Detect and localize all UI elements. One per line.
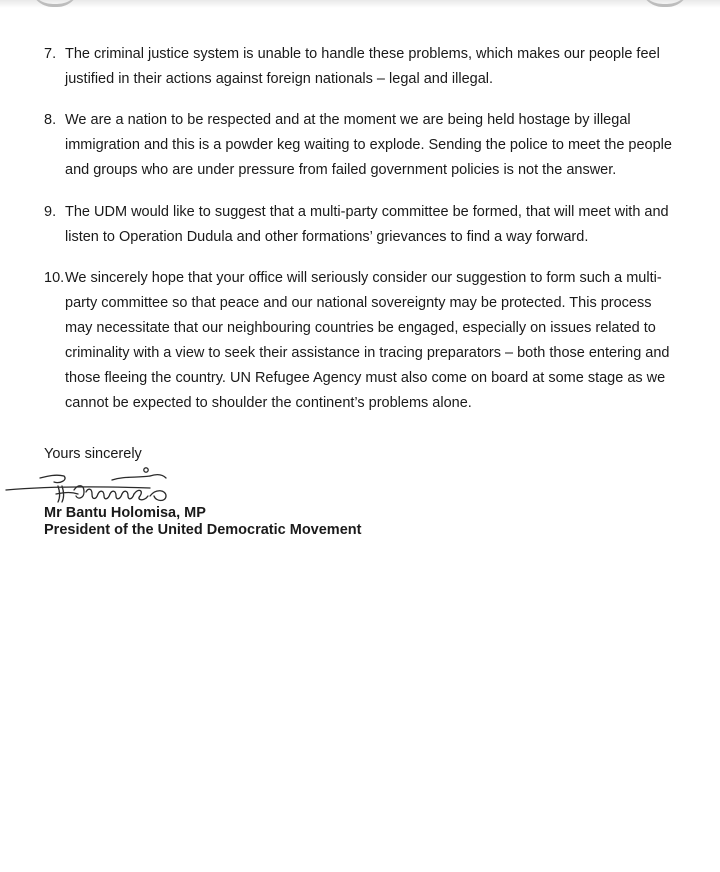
signatory-title: President of the United Democratic Movement xyxy=(44,522,362,538)
list-item-text xyxy=(65,42,680,92)
text-line: The UDM would like to suggest that a multi-party committee be formed, that will meet with and xyxy=(65,204,669,220)
text-line: justified in their actions against foreign nationals – legal and illegal. xyxy=(65,71,494,87)
text-line: The criminal justice system is unable to handle these problems, which makes our people feel xyxy=(65,46,660,62)
signatory-name: Mr Bantu Holomisa, MP xyxy=(44,505,206,521)
list-item-number: 7. xyxy=(44,46,57,62)
text-line: cannot be expected to shoulder the continent’s problems alone. xyxy=(65,395,472,411)
list-item-number: 9. xyxy=(44,204,57,220)
text-line: may necessitate that our neighbouring countries be engaged, especially on issues related to xyxy=(65,320,656,336)
text-line: We are a nation to be respected and at the moment we are being held hostage by illegal xyxy=(65,112,631,128)
list-item-text xyxy=(65,200,680,250)
list-item-number: 8. xyxy=(44,112,57,128)
page-top-edge xyxy=(0,0,720,8)
handwritten-signature xyxy=(0,462,200,508)
text-line: party committee so that peace and our national sovereignty may be protected. This process xyxy=(65,295,652,311)
list-item-text xyxy=(65,108,680,183)
text-line: listen to Operation Dudula and other formations’ grievances to find a way forward. xyxy=(65,229,589,245)
text-line: criminality with a view to seek their assistance in tracing preparators – both those entering and xyxy=(65,345,670,361)
list-item-text xyxy=(65,266,680,416)
text-line: We sincerely hope that your office will seriously consider our suggestion to form such a multi- xyxy=(65,270,662,286)
text-line: immigration and this is a powder keg waiting to explode. Sending the police to meet the people xyxy=(65,137,672,153)
text-line: those fleeing the country. UN Refugee Agency must also come on board at some stage as we xyxy=(65,370,666,386)
text-line: and groups who are under pressure from failed government policies is not the answer. xyxy=(65,162,617,178)
list-item-number: 10. xyxy=(44,270,65,286)
closing-salutation: Yours sincerely xyxy=(44,446,142,462)
